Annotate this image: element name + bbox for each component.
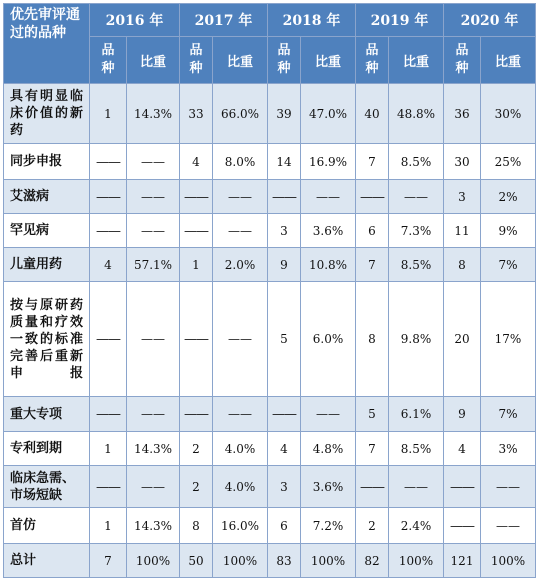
table-cell: —— bbox=[127, 180, 180, 214]
table-cell: 3 bbox=[268, 214, 301, 248]
row-category: 同步申报 bbox=[4, 144, 90, 180]
table-cell: —— bbox=[90, 180, 127, 214]
year-header-2020: 2020 年 bbox=[444, 4, 536, 37]
table-cell: 100% bbox=[301, 544, 356, 578]
share-header: 比重 bbox=[213, 37, 268, 84]
table-cell: —— bbox=[481, 508, 536, 544]
table-cell: 2% bbox=[481, 180, 536, 214]
table-cell: 47.0% bbox=[301, 84, 356, 144]
table-cell: 1 bbox=[90, 508, 127, 544]
table-cell: 6.0% bbox=[301, 282, 356, 397]
table-cell: 10.8% bbox=[301, 248, 356, 282]
table-cell: 9 bbox=[268, 248, 301, 282]
year-header-2017: 2017 年 bbox=[180, 4, 268, 37]
table-cell: —— bbox=[180, 180, 213, 214]
table-cell: 11 bbox=[444, 214, 481, 248]
table-cell: 7 bbox=[356, 248, 389, 282]
table-cell: 2.0% bbox=[213, 248, 268, 282]
table-cell: 57.1% bbox=[127, 248, 180, 282]
table-cell: —— bbox=[90, 214, 127, 248]
table-cell: 2.4% bbox=[389, 508, 444, 544]
table-cell: —— bbox=[389, 180, 444, 214]
year-header-2019: 2019 年 bbox=[356, 4, 444, 37]
row-category: 按与原研药质量和疗效一致的标准完善后重新申报 bbox=[4, 282, 90, 397]
table-cell: 48.8% bbox=[389, 84, 444, 144]
count-header: 品种 bbox=[90, 37, 127, 84]
row-category: 总计 bbox=[4, 544, 90, 578]
table-cell: 4 bbox=[444, 432, 481, 466]
table-cell: 7% bbox=[481, 397, 536, 432]
table-cell: 3.6% bbox=[301, 214, 356, 248]
table-cell: —— bbox=[356, 180, 389, 214]
table-cell: 36 bbox=[444, 84, 481, 144]
table-cell: 3.6% bbox=[301, 466, 356, 508]
table-cell: —— bbox=[180, 214, 213, 248]
row-category: 专利到期 bbox=[4, 432, 90, 466]
table-cell: 8.5% bbox=[389, 432, 444, 466]
table-cell: 2 bbox=[356, 508, 389, 544]
table-cell: —— bbox=[268, 397, 301, 432]
table-row bbox=[4, 282, 536, 397]
table-cell: 4.0% bbox=[213, 466, 268, 508]
table-cell: 7 bbox=[90, 544, 127, 578]
table-cell: 3 bbox=[444, 180, 481, 214]
table-cell: 20 bbox=[444, 282, 481, 397]
count-header: 品种 bbox=[444, 37, 481, 84]
table-cell: 9.8% bbox=[389, 282, 444, 397]
share-header: 比重 bbox=[389, 37, 444, 84]
row-category: 罕见病 bbox=[4, 214, 90, 248]
table-cell: 4.0% bbox=[213, 432, 268, 466]
table-cell: 8 bbox=[356, 282, 389, 397]
table-cell: —— bbox=[444, 466, 481, 508]
table-cell: 5 bbox=[356, 397, 389, 432]
count-header: 品种 bbox=[180, 37, 213, 84]
table-cell: 8.5% bbox=[389, 248, 444, 282]
table-cell: —— bbox=[90, 282, 127, 397]
corner-header: 优先审评通过的品种 bbox=[4, 4, 90, 84]
table-cell: —— bbox=[444, 508, 481, 544]
table-cell: 8 bbox=[180, 508, 213, 544]
table-row bbox=[4, 432, 536, 466]
table-cell: 7 bbox=[356, 144, 389, 180]
table-cell: 1 bbox=[180, 248, 213, 282]
table-cell: 16.0% bbox=[213, 508, 268, 544]
row-category: 具有明显临床价值的新药 bbox=[4, 84, 90, 144]
count-header: 品种 bbox=[268, 37, 301, 84]
table-cell: —— bbox=[213, 180, 268, 214]
table-cell: 100% bbox=[389, 544, 444, 578]
table-cell: 100% bbox=[213, 544, 268, 578]
table-cell: 14.3% bbox=[127, 84, 180, 144]
table-cell: 3 bbox=[268, 466, 301, 508]
row-category: 首仿 bbox=[4, 508, 90, 544]
share-header: 比重 bbox=[481, 37, 536, 84]
table-cell: 14.3% bbox=[127, 508, 180, 544]
table-cell: —— bbox=[301, 180, 356, 214]
table-cell: —— bbox=[90, 144, 127, 180]
table-cell: —— bbox=[213, 214, 268, 248]
table-row bbox=[4, 180, 536, 214]
table-cell: 2 bbox=[180, 432, 213, 466]
table-cell: 14 bbox=[268, 144, 301, 180]
share-header: 比重 bbox=[301, 37, 356, 84]
table-cell: 121 bbox=[444, 544, 481, 578]
table-cell: 7 bbox=[356, 432, 389, 466]
table-row bbox=[4, 144, 536, 180]
table-cell: 1 bbox=[90, 84, 127, 144]
table-cell: —— bbox=[127, 214, 180, 248]
table-cell: 6 bbox=[356, 214, 389, 248]
table-cell: 39 bbox=[268, 84, 301, 144]
table-cell: 6.1% bbox=[389, 397, 444, 432]
table-cell: 8.0% bbox=[213, 144, 268, 180]
year-header-2016: 2016 年 bbox=[90, 4, 180, 37]
table-cell: 25% bbox=[481, 144, 536, 180]
table-cell: 100% bbox=[481, 544, 536, 578]
table-cell: 33 bbox=[180, 84, 213, 144]
table-cell: 8 bbox=[444, 248, 481, 282]
table-cell: 8.5% bbox=[389, 144, 444, 180]
year-header-2018: 2018 年 bbox=[268, 4, 356, 37]
row-category: 重大专项 bbox=[4, 397, 90, 432]
table-cell: 3% bbox=[481, 432, 536, 466]
table-cell: —— bbox=[127, 282, 180, 397]
table-cell: 4 bbox=[268, 432, 301, 466]
row-category: 儿童用药 bbox=[4, 248, 90, 282]
table-cell: 66.0% bbox=[213, 84, 268, 144]
table-cell: 83 bbox=[268, 544, 301, 578]
table-row bbox=[4, 508, 536, 544]
table-cell: 9 bbox=[444, 397, 481, 432]
table-cell: 40 bbox=[356, 84, 389, 144]
table-cell: 6 bbox=[268, 508, 301, 544]
table-cell: 7.3% bbox=[389, 214, 444, 248]
table-cell: 82 bbox=[356, 544, 389, 578]
priority-review-table bbox=[3, 3, 536, 578]
table-cell: 7.2% bbox=[301, 508, 356, 544]
table-cell: —— bbox=[90, 466, 127, 508]
table-cell: —— bbox=[301, 397, 356, 432]
table-cell: —— bbox=[127, 397, 180, 432]
row-category: 艾滋病 bbox=[4, 180, 90, 214]
table-row bbox=[4, 248, 536, 282]
table-cell: —— bbox=[180, 282, 213, 397]
table-cell: 30 bbox=[444, 144, 481, 180]
table-cell: 30% bbox=[481, 84, 536, 144]
table-row bbox=[4, 544, 536, 578]
table-cell: —— bbox=[213, 397, 268, 432]
table-cell: —— bbox=[213, 282, 268, 397]
table-cell: 4.8% bbox=[301, 432, 356, 466]
table-cell: 100% bbox=[127, 544, 180, 578]
table-cell: 4 bbox=[180, 144, 213, 180]
table-row bbox=[4, 84, 536, 144]
share-header: 比重 bbox=[127, 37, 180, 84]
table-cell: —— bbox=[268, 180, 301, 214]
table-cell: 2 bbox=[180, 466, 213, 508]
table-cell: 50 bbox=[180, 544, 213, 578]
table-row bbox=[4, 397, 536, 432]
row-category: 临床急需、市场短缺 bbox=[4, 466, 90, 508]
table-cell: 14.3% bbox=[127, 432, 180, 466]
table-cell: —— bbox=[180, 397, 213, 432]
table-cell: —— bbox=[127, 144, 180, 180]
table-cell: 16.9% bbox=[301, 144, 356, 180]
table-cell: 5 bbox=[268, 282, 301, 397]
count-header: 品种 bbox=[356, 37, 389, 84]
table-cell: —— bbox=[389, 466, 444, 508]
table-cell: —— bbox=[127, 466, 180, 508]
table-cell: —— bbox=[481, 466, 536, 508]
table-cell: 17% bbox=[481, 282, 536, 397]
table-cell: 1 bbox=[90, 432, 127, 466]
table-cell: 9% bbox=[481, 214, 536, 248]
table-cell: —— bbox=[90, 397, 127, 432]
table-cell: 7% bbox=[481, 248, 536, 282]
table-cell: —— bbox=[356, 466, 389, 508]
table-row bbox=[4, 466, 536, 508]
table-cell: 4 bbox=[90, 248, 127, 282]
table-row bbox=[4, 214, 536, 248]
